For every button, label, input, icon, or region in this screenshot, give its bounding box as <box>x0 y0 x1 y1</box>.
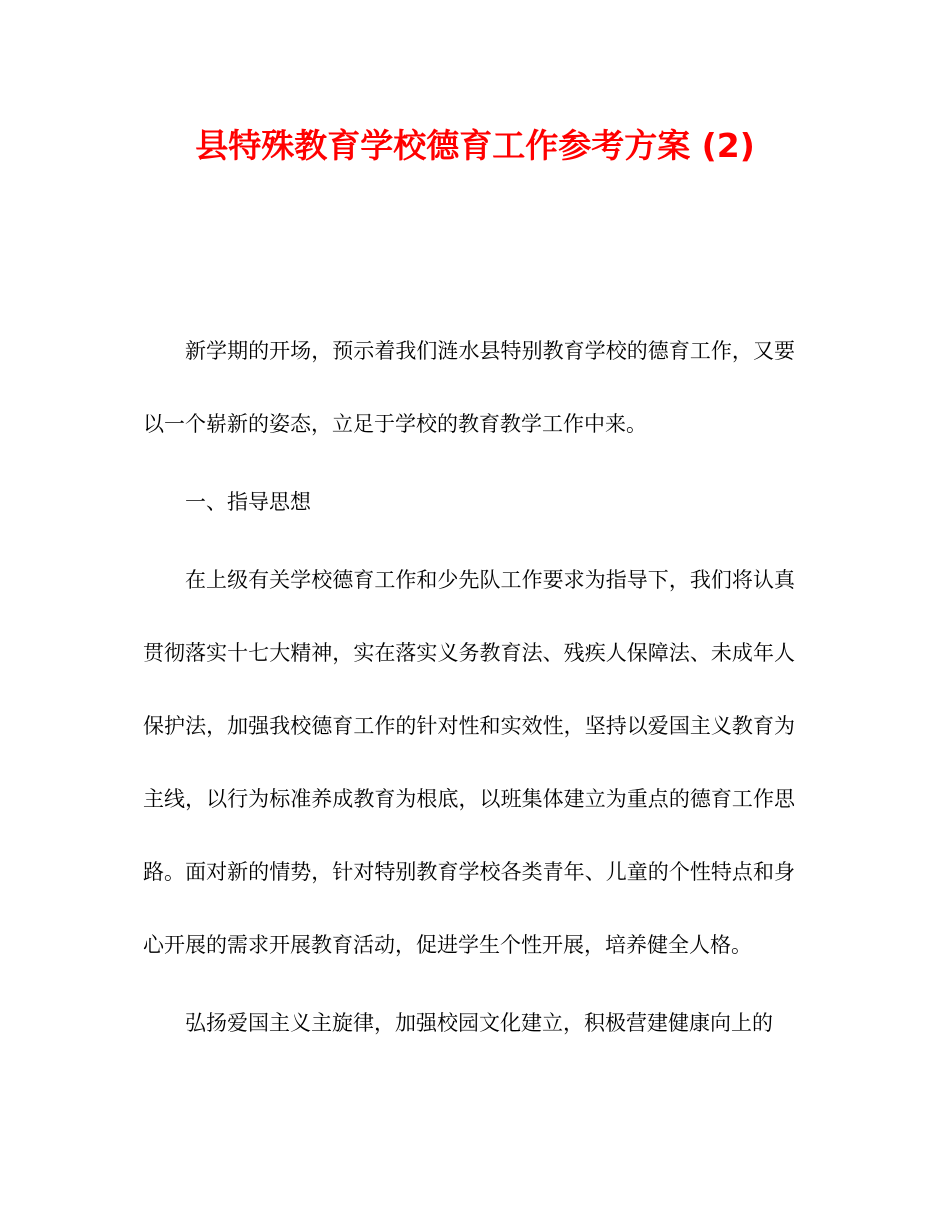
section-heading-guiding-ideology: 一、指导思想 <box>185 490 311 514</box>
intro-paragraph: 新学期的开场，预示着我们涟水县特别教育学校的德育工作，又要以一个崭新的姿态，立足于学校的教育教学工作中来。 <box>143 339 795 436</box>
patriotism-paragraph: 弘扬爱国主义主旋律，加强校园文化建立，积极营建健康向上的 <box>185 1011 773 1035</box>
guiding-ideology-paragraph: 在上级有关学校德育工作和少先队工作要求为指导下，我们将认真贯彻落实十七大精神，实在落实义务教育法、残疾人保障法、未成年人保护法，加强我校德育工作的针对性和实效性，坚持以爱国主义教育为主线，以行为标准养成教育为根底，以班集体建立为重点的德育工作思路。面对新的情势，针对特别教育学校各类青年、儿童的个性特点和身心开展的需求开展教育活动，促进学生个性开展，培养健全人格。 <box>143 568 795 957</box>
document-body <box>143 315 795 1065</box>
document-title: 县特殊教育学校德育工作参考方案 (2) <box>195 126 755 165</box>
